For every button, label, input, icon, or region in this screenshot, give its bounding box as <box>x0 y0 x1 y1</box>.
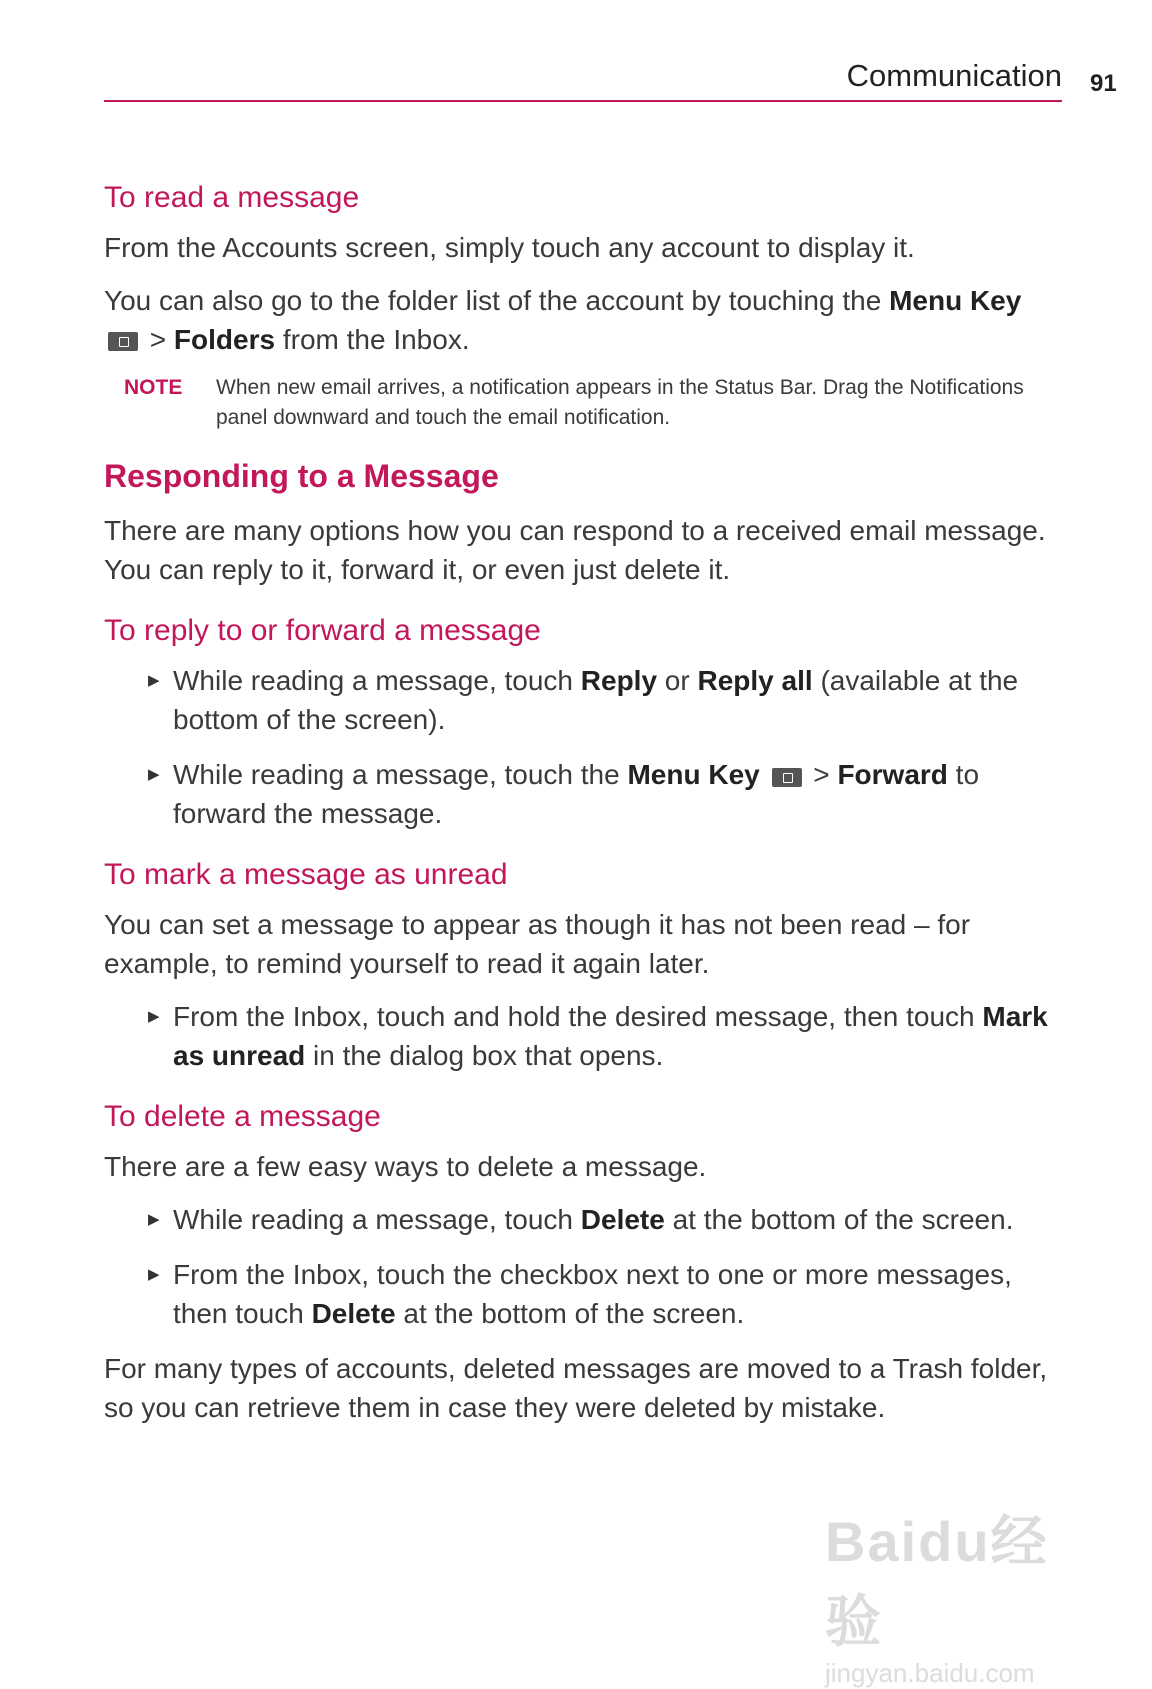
reply-list <box>104 661 1062 833</box>
page-number: 91 <box>1090 70 1117 97</box>
note-block <box>124 373 1062 433</box>
list-item: ▶ From the Inbox, touch and hold the desired message, then touch Mark as unread in the dialog box that opens. <box>148 997 1062 1075</box>
heading-read-message: To read a message <box>104 181 360 214</box>
heading-responding: Responding to a Message <box>104 458 499 494</box>
watermark-brand: Baidu经验 <box>825 1510 1049 1653</box>
list-item: ▶ While reading a message, touch Delete at the bottom of the screen. <box>148 1200 1062 1239</box>
section-title: Communication <box>846 58 1062 93</box>
read-paragraph-1: From the Accounts screen, simply touch any account to display it. <box>104 232 915 263</box>
header-rule <box>104 100 1062 102</box>
read-paragraph-2: You can also go to the folder list of the account by touching the Menu Key > Folders from the Inbox. <box>104 285 1022 355</box>
menu-key-icon <box>108 332 138 351</box>
menu-key-icon <box>772 768 802 787</box>
folders-label: Folders <box>173 324 276 355</box>
page-content <box>104 180 1062 1441</box>
heading-delete: To delete a message <box>104 1100 381 1134</box>
responding-paragraph: There are many options how you can respond to a received email message. You can reply to it, forward it, or even just delete it. <box>104 515 1046 586</box>
note-label: NOTE <box>124 376 183 399</box>
delete-paragraph: There are a few easy ways to delete a message. <box>104 1151 707 1183</box>
list-item: ▶ While reading a message, touch Reply or Reply all (available at the bottom of the screen). <box>148 661 1062 739</box>
page-header <box>104 58 1062 102</box>
baidu-watermark <box>825 1498 1095 1688</box>
delete-list <box>104 1200 1062 1333</box>
list-item: ▶ While reading a message, touch the Menu Key > Forward to forward the message. <box>148 755 1062 833</box>
unread-list <box>104 997 1062 1075</box>
list-item: ▶ From the Inbox, touch the checkbox next to one or more messages, then touch Delete at the bottom of the screen. <box>148 1255 1062 1333</box>
delete-closing-paragraph: For many types of accounts, deleted messages are moved to a Trash folder, so you can retrieve them in case they were deleted by mistake. <box>104 1353 1048 1424</box>
heading-mark-unread: To mark a message as unread <box>104 858 508 892</box>
watermark-url: jingyan.baidu.com <box>825 1658 1035 1688</box>
heading-reply-forward: To reply to or forward a message <box>104 614 541 648</box>
note-text: When new email arrives, a notification appears in the Status Bar. Drag the Notifications panel downward and touch the email notification. <box>216 376 1024 429</box>
unread-paragraph: You can set a message to appear as though it has not been read – for example, to remind yourself to read it again later. <box>104 909 971 980</box>
menu-key-label: Menu Key <box>889 285 1022 316</box>
